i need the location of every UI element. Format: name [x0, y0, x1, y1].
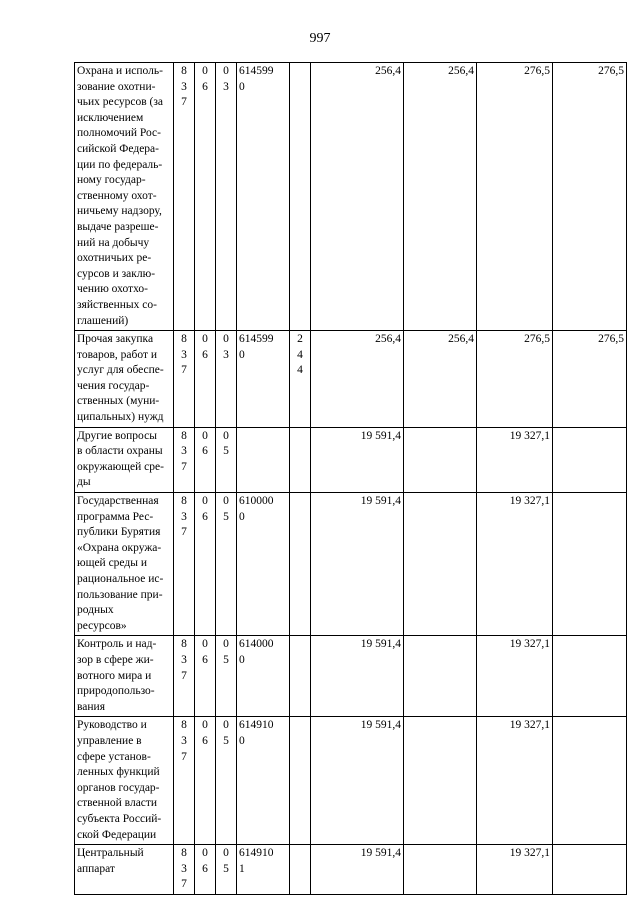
page-number: 997 [309, 31, 331, 46]
target-article-cell [237, 427, 290, 492]
amount-1-cell: 256,4 [311, 331, 404, 428]
expense-type-cell [290, 845, 311, 895]
subsection-code-cell: 0 5 [216, 493, 237, 636]
section-code-cell: 0 6 [195, 493, 216, 636]
section-code-cell: 0 6 [195, 636, 216, 717]
amount-3-cell: 19 327,1 [477, 636, 553, 717]
amount-1-cell: 19 591,4 [311, 717, 404, 845]
row-name-cell: Руководство и управление в сфере установ- ленных функций органов государ- ственной власти субъекта Россий- ской Федерации [75, 717, 174, 845]
amount-4-cell: 276,5 [553, 63, 627, 331]
expense-type-cell [290, 427, 311, 492]
expense-type-cell [290, 717, 311, 845]
section-code-cell: 0 6 [195, 427, 216, 492]
amount-4-cell [553, 636, 627, 717]
amount-1-cell: 256,4 [311, 63, 404, 331]
amount-3-cell: 19 327,1 [477, 845, 553, 895]
section-code-cell: 0 6 [195, 331, 216, 428]
amount-4-cell: 276,5 [553, 331, 627, 428]
subsection-code-cell: 0 5 [216, 636, 237, 717]
target-article-cell: 614910 0 [237, 717, 290, 845]
row-name-cell: Охрана и исполь- зование охотни- чьих ресурсов (за исключением полномочий Рос- сийской Федера- ции по федераль- ному государ- ственному охот- ничьему надзору, выдаче разреше- ний на добычу охотничьих ре- сурсов и заклю- чению охотхо- зяйственных со- глашений) [75, 63, 174, 331]
subsection-code-cell: 0 5 [216, 427, 237, 492]
subsection-code-cell: 0 3 [216, 63, 237, 331]
row-name-cell: Центральный аппарат [75, 845, 174, 895]
amount-2-cell: 256,4 [404, 331, 477, 428]
amount-4-cell [553, 493, 627, 636]
amount-1-cell: 19 591,4 [311, 493, 404, 636]
section-code-cell: 0 6 [195, 63, 216, 331]
amount-2-cell [404, 636, 477, 717]
subsection-code-cell: 0 5 [216, 717, 237, 845]
amount-2-cell [404, 427, 477, 492]
amount-3-cell: 19 327,1 [477, 717, 553, 845]
grbs-code-cell: 8 3 7 [174, 331, 195, 428]
grbs-code-cell: 8 3 7 [174, 636, 195, 717]
expense-type-cell [290, 63, 311, 331]
target-article-cell: 614000 0 [237, 636, 290, 717]
table-row [75, 845, 627, 895]
target-article-cell: 614599 0 [237, 331, 290, 428]
subsection-code-cell: 0 3 [216, 331, 237, 428]
row-name-cell: Другие вопросы в области охраны окружающей сре- ды [75, 427, 174, 492]
grbs-code-cell: 8 3 7 [174, 427, 195, 492]
section-code-cell: 0 6 [195, 717, 216, 845]
amount-3-cell: 276,5 [477, 331, 553, 428]
amount-1-cell: 19 591,4 [311, 427, 404, 492]
expense-type-cell [290, 493, 311, 636]
subsection-code-cell: 0 5 [216, 845, 237, 895]
target-article-cell: 614910 1 [237, 845, 290, 895]
expense-type-cell: 2 4 4 [290, 331, 311, 428]
grbs-code-cell: 8 3 7 [174, 845, 195, 895]
amount-3-cell: 19 327,1 [477, 427, 553, 492]
row-name-cell: Прочая закупка товаров, работ и услуг для обеспе- чения государ- ственных (муни- ципальных) нужд [75, 331, 174, 428]
grbs-code-cell: 8 3 7 [174, 493, 195, 636]
budget-table [74, 62, 627, 895]
amount-4-cell [553, 717, 627, 845]
target-article-cell: 610000 0 [237, 493, 290, 636]
section-code-cell: 0 6 [195, 845, 216, 895]
amount-2-cell: 256,4 [404, 63, 477, 331]
table-row [75, 63, 627, 331]
amount-2-cell [404, 717, 477, 845]
grbs-code-cell: 8 3 7 [174, 63, 195, 331]
amount-1-cell: 19 591,4 [311, 636, 404, 717]
amount-4-cell [553, 845, 627, 895]
table-row [75, 427, 627, 492]
table-row [75, 717, 627, 845]
table-row [75, 331, 627, 428]
amount-3-cell: 19 327,1 [477, 493, 553, 636]
grbs-code-cell: 8 3 7 [174, 717, 195, 845]
target-article-cell: 614599 0 [237, 63, 290, 331]
table-row [75, 636, 627, 717]
amount-4-cell [553, 427, 627, 492]
table-body [75, 63, 627, 895]
amount-2-cell [404, 493, 477, 636]
table-row [75, 493, 627, 636]
amount-2-cell [404, 845, 477, 895]
expense-type-cell [290, 636, 311, 717]
row-name-cell: Государственная программа Рес- публики Бурятия «Охрана окружа- ющей среды и рациональное ис- пользование при- родных ресурсов» [75, 493, 174, 636]
amount-1-cell: 19 591,4 [311, 845, 404, 895]
row-name-cell: Контроль и над- зор в сфере жи- вотного мира и природопользо- вания [75, 636, 174, 717]
amount-3-cell: 276,5 [477, 63, 553, 331]
